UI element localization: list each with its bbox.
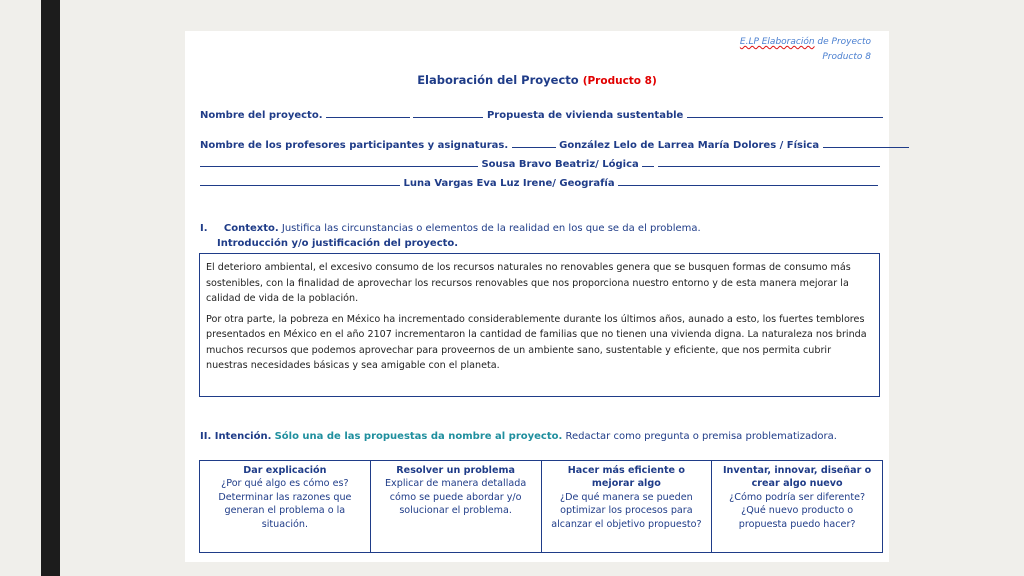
slide-left-bar — [41, 0, 60, 576]
option-cell — [541, 461, 712, 553]
blank-line — [200, 176, 400, 186]
intention-options-table — [199, 460, 883, 553]
section-1-heading: Contexto. — [223, 223, 279, 234]
section-1-description: Justifica las circunstancias o elementos de la realidad en los que se da el problema. — [281, 223, 701, 234]
header-rest-text: de Proyecto — [814, 37, 871, 47]
option-title: Resolver un problema — [396, 465, 515, 476]
blank-line — [658, 157, 880, 167]
option-body: ¿Por qué algo es cómo es? Determinar las razones que generan el problema o la situación. — [218, 478, 352, 530]
teachers-row-2 — [200, 157, 880, 170]
section-2-heading: II. Intención. — [200, 431, 272, 442]
page-title — [185, 73, 889, 87]
title-product: (Producto 8) — [582, 75, 657, 87]
document-page — [185, 31, 889, 562]
blank-line — [823, 138, 909, 148]
section-1-number: I. — [200, 223, 208, 234]
project-name-value: Propuesta de vivienda sustentable — [486, 110, 684, 121]
context-heading-row — [200, 223, 701, 234]
blank-line — [413, 108, 483, 118]
blank-line — [618, 176, 878, 186]
option-title: Dar explicación — [243, 465, 327, 476]
option-body: Explicar de manera detallada cómo se puede abordar y/o solucionar el problema. — [385, 478, 527, 517]
teachers-row-1 — [200, 138, 909, 151]
option-body: ¿Cómo podría ser diferente? ¿Qué nuevo producto o propuesta puedo hacer? — [729, 491, 866, 530]
option-cell — [200, 461, 371, 553]
context-text-box — [199, 253, 880, 397]
intention-heading-row — [200, 431, 837, 442]
option-cell — [370, 461, 541, 553]
teachers-row-3 — [200, 176, 878, 189]
option-cell — [712, 461, 883, 553]
section-2-highlight: Sólo una de las propuestas da nombre al proyecto. — [274, 431, 563, 442]
blank-line — [642, 157, 654, 167]
project-name-row — [200, 108, 883, 121]
teacher-2: Sousa Bravo Beatriz/ Lógica — [481, 159, 639, 170]
teacher-1: González Lelo de Larrea María Dolores / Física — [559, 140, 820, 151]
teacher-3: Luna Vargas Eva Luz Irene/ Geografía — [403, 178, 615, 189]
header-underlined-text: E.LP Elaboración — [739, 37, 815, 47]
title-main: Elaboración del Proyecto — [417, 73, 579, 87]
option-title: Hacer más eficiente o mejorar algo — [567, 465, 685, 490]
teachers-label: Nombre de los profesores participantes y asignaturas. — [200, 140, 509, 151]
header-line-2: Producto 8 — [822, 52, 871, 62]
blank-line — [687, 108, 883, 118]
context-paragraph-2: Por otra parte, la pobreza en México ha incrementado considerablemente durante los últimos años, aunado a esto, los fuertes temblores presentados en México en el año 2107 incrementaron la cantidad de familias que no tienen una vivienda digna. La naturaleza nos brinda muchos recursos que podemos aprovechar para proveernos de un ambiente sano, sustentable y eficiente, que nos permita cubrir nuestras necesidades básicas y sea amigable con el planeta. — [206, 313, 867, 371]
header-line-1 — [740, 37, 871, 47]
blank-line — [512, 138, 556, 148]
blank-line — [200, 157, 478, 167]
section-2-instruction: Redactar como pregunta o premisa problematizadora. — [565, 431, 837, 442]
blank-line — [326, 108, 410, 118]
option-body: ¿De qué manera se pueden optimizar los procesos para alcanzar el objetivo propuesto? — [551, 491, 702, 530]
context-paragraph-1: El deterioro ambiental, el excesivo consumo de los recursos naturales no renovables genera que se busquen formas de consumo más sostenibles, con la finalidad de aprovechar los recursos renovables que nos proporciona nuestro entorno y de esta manera mejorar la calidad de vida de la población. — [206, 262, 851, 304]
project-name-label: Nombre del proyecto. — [200, 110, 323, 121]
section-1-subheading: Introducción y/o justificación del proyecto. — [217, 238, 459, 249]
option-title: Inventar, innovar, diseñar o crear algo nuevo — [722, 465, 872, 490]
